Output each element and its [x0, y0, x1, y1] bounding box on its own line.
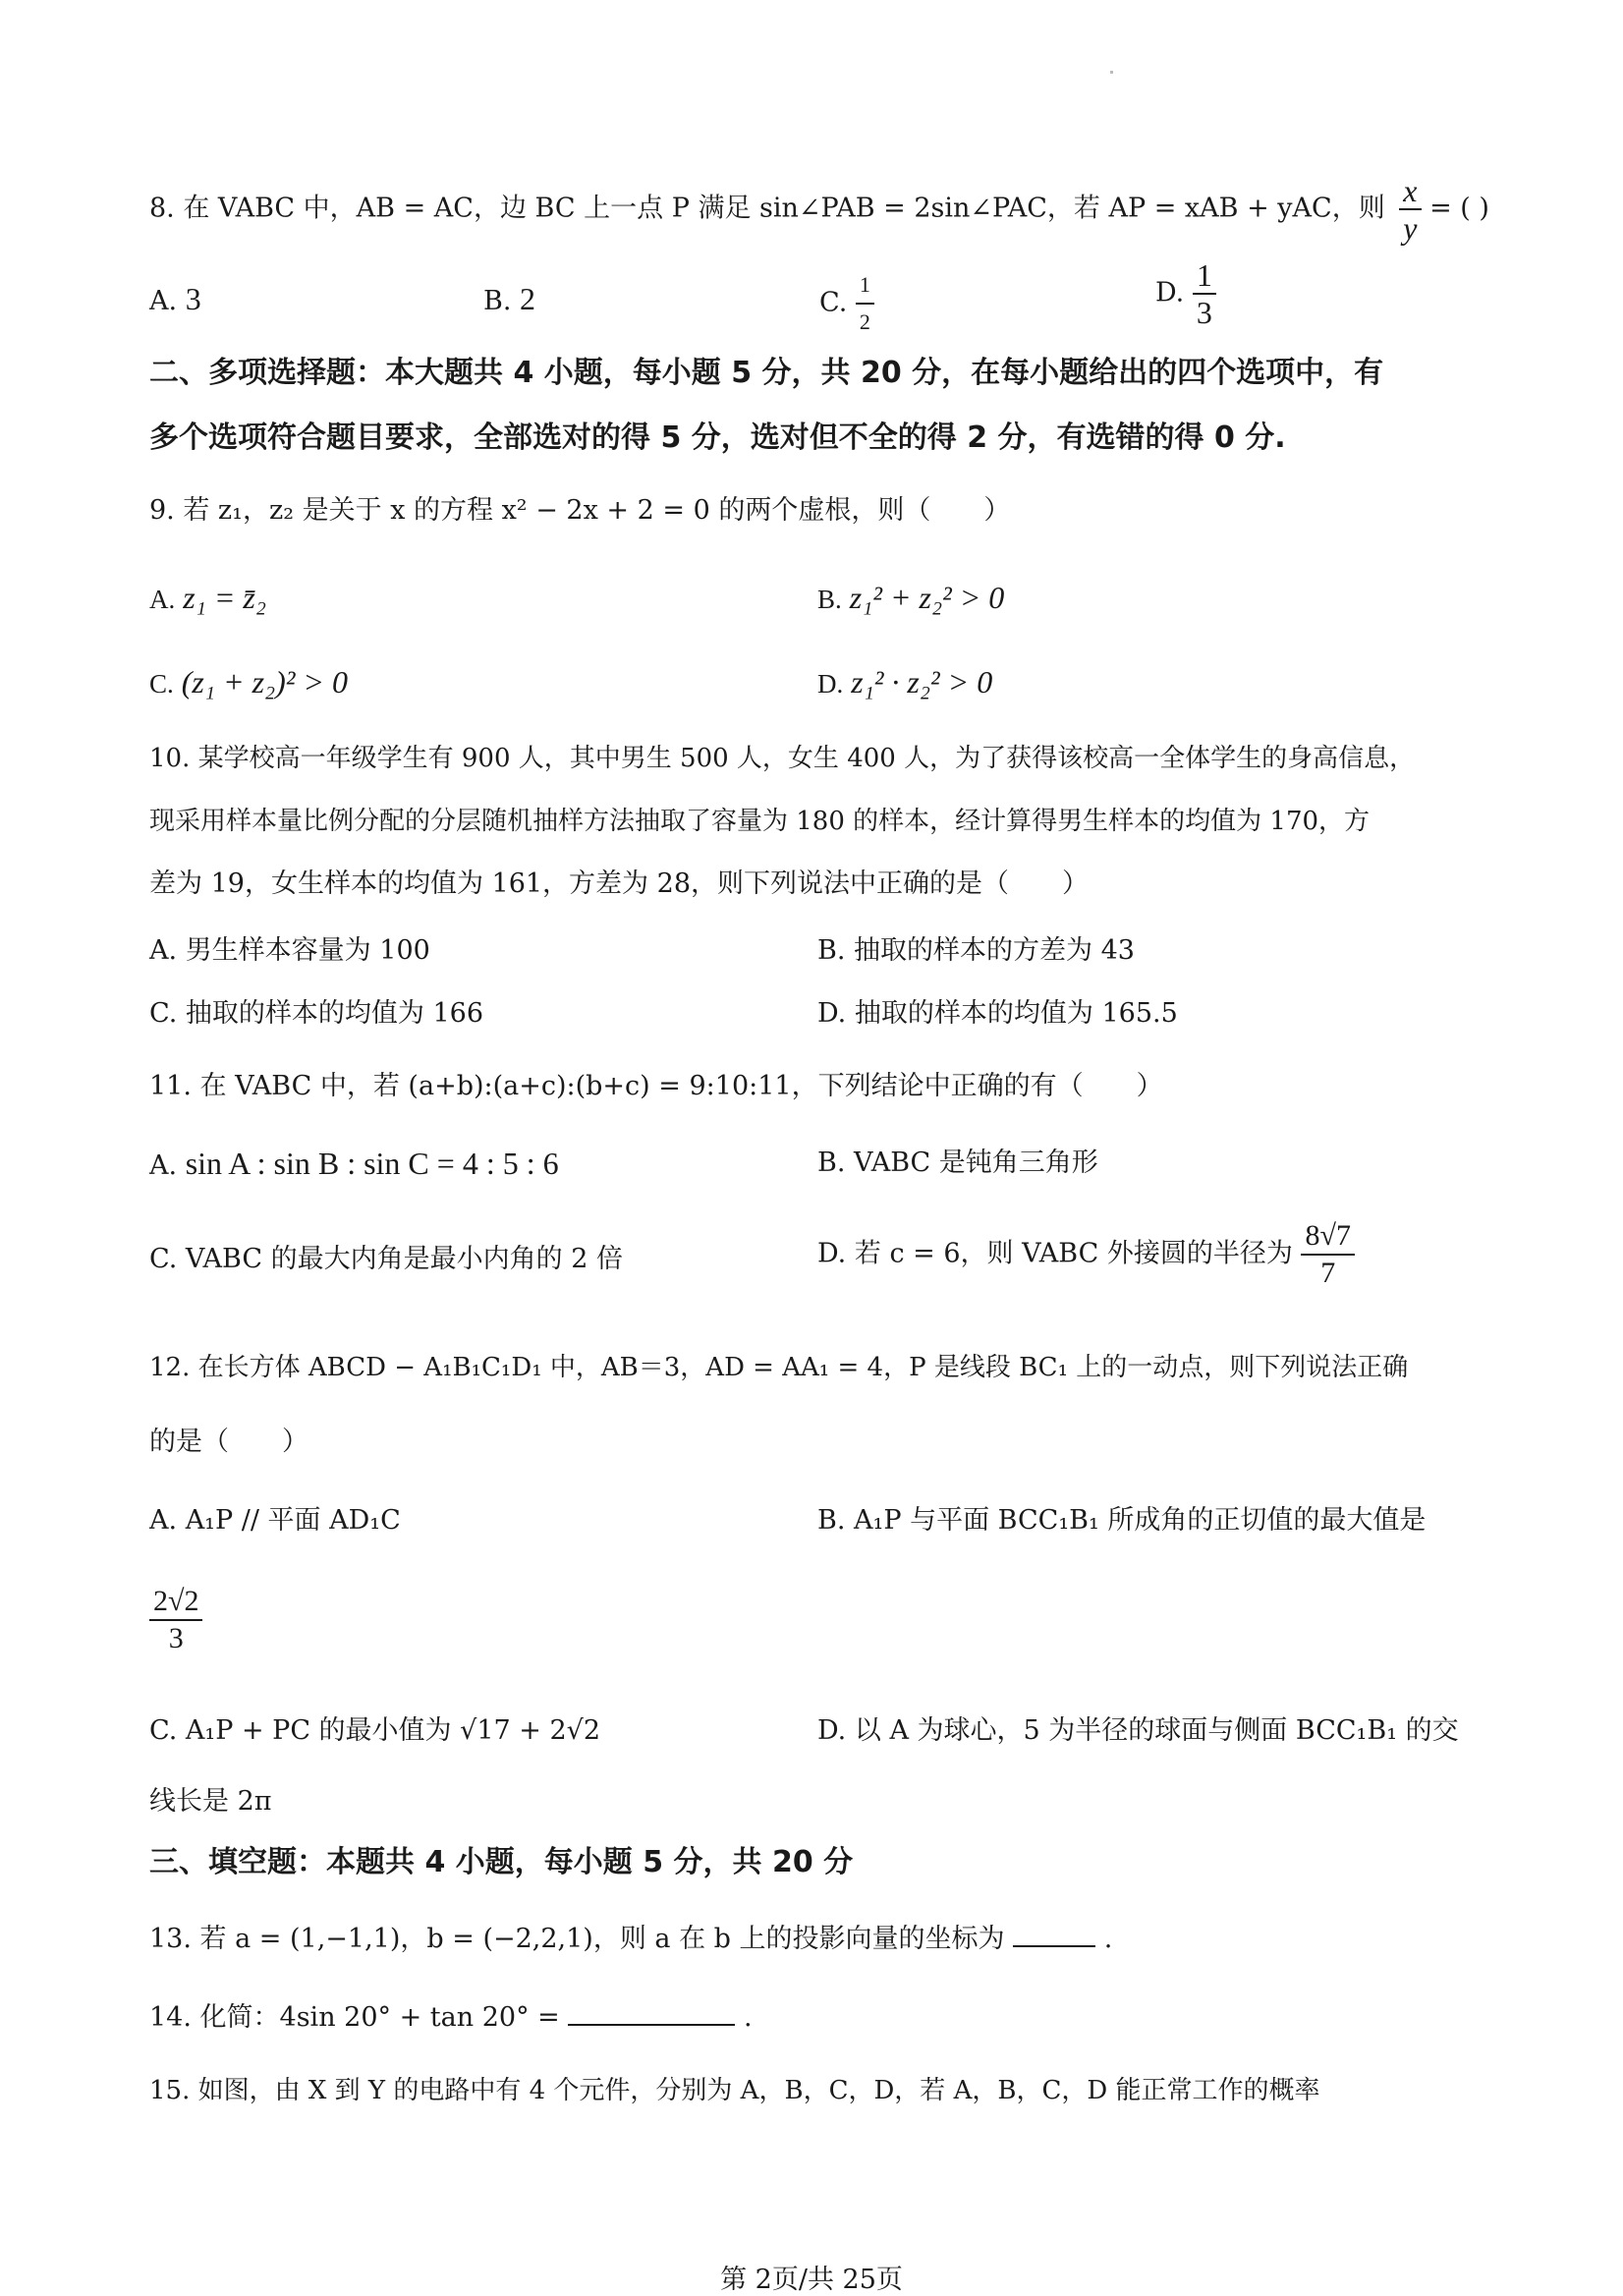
q8-ratio-den: y: [1403, 210, 1418, 246]
q10-option-c: [149, 996, 483, 1032]
q13-text: 13. 若 a = (1,−1,1)，b = (−2,2,1)，则 a 在 b 上的投影向量的坐标为: [149, 1924, 1005, 1954]
q10-option-d-label: D.: [817, 998, 847, 1029]
q8-option-c-num: 1: [856, 267, 874, 305]
q8-ratio-num: x: [1399, 173, 1421, 210]
q8-option-d: [1155, 257, 1216, 330]
q11-option-b: [817, 1146, 1098, 1181]
q12-option-b-text: A₁P 与平面 BCC₁B₁ 所成角的正切值的最大值是: [854, 1505, 1427, 1536]
q9-option-a: [149, 580, 266, 617]
q11-option-c-label: C.: [149, 1244, 178, 1274]
scan-speck: [1110, 71, 1113, 74]
q11-option-a-label: A.: [149, 1150, 178, 1181]
q9-option-a-label: A.: [149, 585, 176, 614]
q10-line2: 现采用样本量比例分配的分层随机抽样方法抽取了容量为 180 的样本，经计算得男生样本的均值为 170，方: [149, 807, 1371, 836]
q14: [149, 2000, 753, 2036]
page-footer: 第 2页/共 25页: [720, 2265, 903, 2295]
q10-option-a: [149, 933, 430, 969]
q10-option-c-text: 抽取的样本的均值为 166: [185, 998, 483, 1029]
q8-option-d-fraction: [1193, 257, 1216, 330]
q12-option-b: [817, 1503, 1426, 1539]
q9-option-b-text: z₁² + z₂² > 0: [849, 580, 1005, 615]
q12-option-a-label: A.: [149, 1505, 178, 1536]
q9-option-c-text: (z₁ + z₂)² > 0: [181, 664, 349, 700]
q10-option-b: [817, 933, 1135, 969]
q12-option-d-continued: 线长是 2π: [149, 1786, 272, 1817]
q11-option-d: [817, 1218, 1355, 1291]
q8-option-d-num: 1: [1193, 257, 1216, 295]
q10-option-a-label: A.: [149, 935, 178, 966]
q12-option-b-label: B.: [817, 1505, 846, 1536]
q11-option-b-text: VABC 是钝角三角形: [854, 1148, 1098, 1178]
section2-heading-line2: 多个选项符合题目要求，全部选对的得 5 分，选对但不全的得 2 分，有选错的得 0 分.: [149, 420, 1286, 455]
q8-stem: [149, 173, 1489, 246]
q9-option-d-text: z₁² · z₂² > 0: [851, 664, 993, 700]
q15-text: 15. 如图，由 X 到 Y 的电路中有 4 个元件，分别为 A，B，C，D，若 A，B，C，D 能正常工作的概率: [149, 2076, 1320, 2105]
q9-option-b-label: B.: [817, 585, 842, 614]
q10-option-d-text: 抽取的样本的均值为 165.5: [854, 998, 1178, 1029]
q10-option-a-text: 男生样本容量为 100: [185, 935, 430, 966]
q8-option-a: [149, 281, 201, 319]
q8-option-c-label: C.: [819, 287, 848, 318]
q9-option-c: [149, 664, 348, 701]
q9-option-d: [817, 664, 992, 701]
q8-option-b-label: B.: [483, 286, 512, 316]
q12-option-a-text: A₁P // 平面 AD₁C: [185, 1505, 401, 1536]
q11-option-a: [149, 1146, 559, 1184]
q10-line3: 差为 19，女生样本的均值为 161，方差为 28，则下列说法中正确的是（ ）: [149, 868, 1089, 899]
q9-stem: 9. 若 z₁，z₂ 是关于 x 的方程 x² − 2x + 2 = 0 的两个虚根，则（ ）: [149, 495, 1011, 526]
q10-option-b-text: 抽取的样本的方差为 43: [854, 935, 1135, 966]
q12-option-c: [149, 1713, 600, 1749]
q12-option-b-value: [149, 1584, 202, 1656]
q9-option-a-text: z₁ = z̄₂: [183, 580, 266, 615]
q11-option-b-label: B.: [817, 1148, 846, 1178]
q13: [149, 1922, 1112, 1957]
q12-option-d-text: 以 A 为球心，5 为半径的球面与侧面 BCC₁B₁ 的交: [854, 1715, 1459, 1746]
q10-option-b-label: B.: [817, 935, 846, 966]
q10-option-d: [817, 996, 1178, 1032]
q12-option-c-label: C.: [149, 1715, 178, 1746]
q9-option-c-label: C.: [149, 669, 174, 699]
q11-option-d-fraction: [1301, 1218, 1354, 1291]
q8-option-c-fraction: [856, 267, 874, 340]
q8-option-a-label: A.: [149, 286, 178, 316]
q8-option-d-label: D.: [1155, 277, 1185, 308]
q12-option-b-den: 3: [168, 1622, 184, 1654]
q8-ratio: [1399, 173, 1421, 246]
q11-option-c-text: VABC 的最大内角是最小内角的 2 倍: [185, 1244, 623, 1274]
q8-paren: = ( ): [1429, 193, 1489, 224]
q14-answer-blank[interactable]: [568, 2024, 735, 2026]
q12-option-d: [817, 1713, 1459, 1749]
section3-heading: 三、填空题：本题共 4 小题，每小题 5 分，共 20 分: [149, 1845, 854, 1879]
q11-stem: 11. 在 VABC 中，若 (a+b):(a+c):(b+c) = 9:10:11，下列结论中正确的有（ ）: [149, 1071, 1163, 1101]
q11-option-d-label: D.: [817, 1238, 847, 1269]
q9-option-b: [817, 580, 1004, 617]
q13-end: .: [1103, 1924, 1113, 1954]
q12-option-b-num: 2√2: [149, 1584, 202, 1621]
q8-option-d-den: 3: [1196, 295, 1212, 330]
q12-option-d-label: D.: [817, 1715, 847, 1746]
q10-line1: 10. 某学校高一年级学生有 900 人，其中男生 500 人，女生 400 人，为了获得该校高一全体学生的身高信息，: [149, 744, 1416, 773]
q11-option-a-text: sin A : sin B : sin C = 4 : 5 : 6: [185, 1146, 559, 1181]
q14-text: 14. 化简：4sin 20° + tan 20° =: [149, 2002, 560, 2033]
q12-option-c-text: A₁P + PC 的最小值为 √17 + 2√2: [185, 1715, 601, 1746]
q12-line2: 的是（ ）: [149, 1427, 308, 1457]
q8-option-c-den: 2: [859, 309, 870, 334]
q12-option-a: [149, 1503, 401, 1539]
section2-heading-line1: 二、多项选择题：本大题共 4 小题，每小题 5 分，共 20 分，在每小题给出的四个选项中，有: [149, 356, 1384, 390]
q12-option-b-fraction: [149, 1584, 202, 1656]
q10-option-c-label: C.: [149, 998, 178, 1029]
q8-stem-text: 8. 在 VABC 中，AB = AC，边 BC 上一点 P 满足 sin∠PAB = 2sin∠PAC，若 AP = xAB + yAC，则: [149, 193, 1385, 224]
q11-option-d-text: 若 c = 6，则 VABC 外接圆的半径为: [854, 1238, 1293, 1269]
q8-option-b: [483, 281, 535, 319]
q8-option-c: [819, 267, 874, 340]
q12-line1: 12. 在长方体 ABCD − A₁B₁C₁D₁ 中，AB＝3，AD = AA₁ = 4，P 是线段 BC₁ 上的一动点，则下列说法正确: [149, 1353, 1409, 1382]
q11-option-d-num: 8√7: [1301, 1218, 1354, 1256]
q8-option-b-text: 2: [520, 281, 536, 316]
q13-answer-blank[interactable]: [1013, 1945, 1095, 1947]
q11-option-c: [149, 1242, 623, 1277]
q14-end: .: [743, 2002, 753, 2033]
q8-option-a-text: 3: [185, 281, 201, 316]
q11-option-d-den: 7: [1320, 1257, 1336, 1289]
q9-option-d-label: D.: [817, 669, 844, 699]
